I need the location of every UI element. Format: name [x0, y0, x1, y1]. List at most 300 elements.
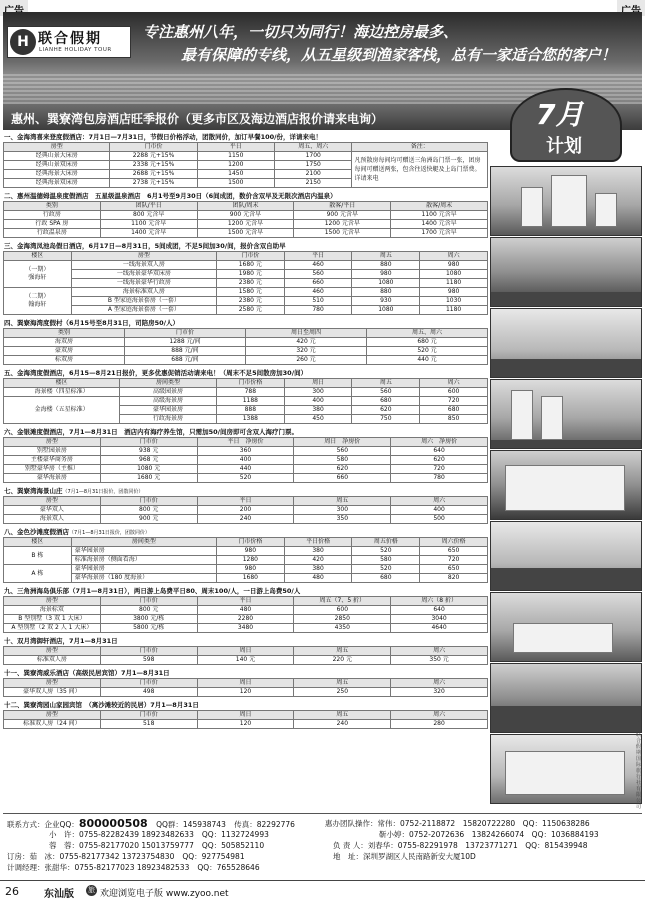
- table-cell: 720: [391, 465, 488, 474]
- table-cell: 豪华园景房: [120, 406, 217, 415]
- hotel-photo: [490, 450, 642, 520]
- table-cell: 788: [216, 388, 284, 397]
- section-title-note: （7月1—8月31日报价，团散同价）: [62, 489, 144, 495]
- table-cell: 行政 SPA 房: [4, 220, 101, 229]
- table-cell: 450: [284, 415, 352, 424]
- table-cell: 240: [294, 720, 391, 729]
- table-cell: 高级海景房: [120, 397, 217, 406]
- table-header: 周六: [391, 647, 488, 656]
- hotel-section-7: [3, 484, 488, 524]
- table-cell: 320 元: [246, 347, 367, 356]
- table-header: 周五: [352, 252, 420, 261]
- table-header: 周六 净房价: [391, 438, 488, 447]
- price-table: [3, 596, 488, 633]
- table-cell: 880: [352, 288, 420, 297]
- table-header: 周五: [352, 379, 420, 388]
- table-header: 类别: [4, 329, 125, 338]
- price-table: [3, 646, 488, 665]
- building-cell: B 栋: [4, 547, 72, 565]
- hotel-section-2: [3, 189, 488, 238]
- table-header: 平日价格: [284, 538, 352, 547]
- table-cell: 620: [391, 456, 488, 465]
- contact-row-right: 负 责 人：刘春华：0755-82291978 13723771271 QQ：815439948: [333, 841, 588, 850]
- table-cell: 720: [420, 397, 488, 406]
- table-cell: 400: [391, 506, 488, 515]
- table-cell: 980: [216, 547, 284, 556]
- price-table: [3, 678, 488, 697]
- logo-name: 联合假期: [38, 31, 102, 47]
- table-cell: 3800 元/栋: [100, 615, 197, 624]
- table-cell: 豪华园景房: [71, 547, 216, 556]
- table-cell: 豪华双人: [4, 506, 101, 515]
- table-cell: 500: [391, 515, 488, 524]
- table-cell: 2288 元+15%: [110, 152, 197, 161]
- table-cell: 400: [284, 397, 352, 406]
- page-footer: [0, 880, 645, 900]
- table-header: 楼区: [4, 379, 120, 388]
- table-cell: 1200: [197, 161, 274, 170]
- table-cell: 经典海景大床房: [4, 170, 110, 179]
- table-cell: 一线海景豪华双床房: [71, 270, 216, 279]
- hotel-section-12: [3, 698, 488, 729]
- table-header: 周六（8 折）: [391, 597, 488, 606]
- table-cell: 480: [197, 606, 294, 615]
- table-cell: 1700: [275, 152, 352, 161]
- table-cell: 520 元: [367, 347, 488, 356]
- hotel-photo: [490, 592, 642, 662]
- section-title: 三、金海湾凤池岛假日酒店，6月17日—8月31日，5间成团，不足5间加30/间，报价含双自助早: [4, 242, 286, 250]
- hotel-section-6: [3, 425, 488, 483]
- table-header: 房型: [4, 438, 101, 447]
- table-header: 门市价: [110, 143, 197, 152]
- table-header: 周六: [391, 679, 488, 688]
- hotel-photo: [490, 379, 642, 449]
- table-header: 房间类型: [120, 379, 217, 388]
- price-table: [3, 496, 488, 524]
- table-cell: 经典山景大床房: [4, 152, 110, 161]
- table-cell: 598: [100, 656, 197, 665]
- table-cell: B 型家庭海景套房（一套）: [71, 297, 216, 306]
- table-header: 周六: [420, 252, 488, 261]
- section-title: 四、巽寮海湾度假村（6月15号至8月31日，司陪房50/人）: [4, 319, 180, 327]
- table-cell: 4350: [294, 624, 391, 633]
- table-cell: 2338 元+15%: [110, 161, 197, 170]
- table-cell: 经典海景双床房: [4, 179, 110, 188]
- table-cell: 980: [420, 261, 488, 270]
- hotel-photo: [490, 308, 642, 378]
- table-cell: 520: [352, 547, 420, 556]
- table-cell: 518: [100, 720, 197, 729]
- contact-phone: 订房：茹 冰：0755-82177342 13723754830: [7, 852, 175, 861]
- table-cell: 1180: [420, 279, 488, 288]
- table-cell: 420: [284, 556, 352, 565]
- table-header: 周五: [294, 711, 391, 720]
- table-cell: 2580 元: [216, 306, 284, 315]
- table-header: 门市价: [216, 252, 284, 261]
- table-header: 房型: [4, 143, 110, 152]
- table-header: 周六: [420, 379, 488, 388]
- section-title-text: 七、巽寮湾海景山庄: [4, 487, 63, 495]
- table-cell: 1680: [216, 574, 284, 583]
- contact-row-right: 地 址：深圳罗湖区人民南路新安大厦10D: [333, 852, 476, 861]
- table-cell: 海景标双: [4, 606, 101, 615]
- price-table: [3, 142, 488, 188]
- table-cell: A 型别墅（2 双 2 人 1 大床）: [4, 624, 101, 633]
- table-header: 房间类型: [71, 538, 216, 547]
- table-cell: 240: [197, 515, 294, 524]
- table-cell: 140 元: [197, 656, 294, 665]
- section-title: 九、三角洲海岛俱乐部（7月1—8月31日），两日游上岛费平日80、周末100/人，一日游上岛费50/人: [4, 587, 301, 595]
- table-cell: 1450: [197, 170, 274, 179]
- hotel-section-1: [3, 130, 488, 188]
- section-title: 一、金海湾喜来登度假酒店：7月1日—7月31日，节假日价格浮动，团散同价，加订早餐100/份，详请来电！: [4, 133, 323, 141]
- fax-number: 传真：82292776: [234, 820, 295, 829]
- table-cell: 2150: [275, 179, 352, 188]
- table-cell: 900 元含早: [294, 211, 391, 220]
- table-header: 散客/平日: [294, 202, 391, 211]
- contact-row: [49, 829, 269, 840]
- contact-qq: QQ：765528646: [197, 863, 260, 872]
- table-cell: 320: [391, 688, 488, 697]
- table-cell: 1200 元含早: [197, 220, 294, 229]
- contact-row: [7, 851, 245, 862]
- hotel-photo: [490, 166, 642, 236]
- table-cell: 968 元: [100, 456, 197, 465]
- hotel-section-5: [3, 366, 488, 424]
- building-cell: [4, 261, 72, 288]
- table-header: 门市价格: [216, 379, 284, 388]
- table-cell: 880: [352, 261, 420, 270]
- table-header: 门市价: [100, 597, 197, 606]
- table-cell: 1388: [216, 415, 284, 424]
- table-cell: 2100: [275, 170, 352, 179]
- table-header: 平日: [197, 497, 294, 506]
- table-cell: 580: [352, 556, 420, 565]
- section-title: 六、金银滩度假酒店，7月1—8月31日 酒店内有海疗养生馆，只需加50/间房即可含双人海疗门票。: [4, 428, 299, 436]
- contact-label: 联系方式：企业QQ：: [7, 820, 79, 829]
- logo: [7, 26, 131, 58]
- hotel-photo: [490, 663, 642, 733]
- table-cell: 620: [294, 465, 391, 474]
- table-cell: 1200 元含早: [294, 220, 391, 229]
- table-cell: 420 元: [246, 338, 367, 347]
- side-vertical-text: 前门联合假期国际旅行社有限公司: [636, 720, 642, 810]
- table-cell: 460: [284, 261, 352, 270]
- hotel-photo: [490, 521, 642, 591]
- edition-label: 东汕版: [44, 889, 74, 900]
- table-cell: 1188: [216, 397, 284, 406]
- table-cell: 660: [284, 279, 352, 288]
- table-cell: 120: [197, 720, 294, 729]
- table-header: 门市价: [100, 438, 197, 447]
- table-cell: 行政海景房: [120, 415, 217, 424]
- table-cell: 主楼豪华商务房: [4, 456, 101, 465]
- table-cell: 2688 元+15%: [110, 170, 197, 179]
- table-cell: 560: [352, 388, 420, 397]
- remark-note: 凡预散房每间均可赠送三角洲岛门票一张，团房每间可赠送两张，包含往返快艇及上岛门票费。详请来电: [352, 152, 488, 188]
- table-cell: 2380 元: [216, 279, 284, 288]
- price-table: [3, 201, 488, 238]
- table-cell: 2280: [197, 615, 294, 624]
- table-cell: 440 元: [367, 356, 488, 365]
- table-cell: 经典山景双床房: [4, 161, 110, 170]
- table-cell: 688 元/间: [125, 356, 246, 365]
- table-header: 周六: [391, 711, 488, 720]
- table-cell: 220 元: [294, 656, 391, 665]
- contact-qq: QQ：1132724993: [201, 830, 269, 839]
- table-cell: 1080: [352, 279, 420, 288]
- table-cell: 930: [352, 297, 420, 306]
- hotel-section-9: [3, 584, 488, 633]
- table-cell: 680: [352, 397, 420, 406]
- table-cell: 938 元: [100, 447, 197, 456]
- table-cell: 1180: [420, 306, 488, 315]
- table-cell: 3480: [197, 624, 294, 633]
- table-cell: 660: [294, 474, 391, 483]
- qq-group: QQ群：145938743: [156, 820, 226, 829]
- contact-info: [3, 813, 642, 878]
- table-cell: 1750: [275, 161, 352, 170]
- banner-subtitle: 惠州、巽寮湾包房酒店旺季报价（更多市区及海边酒店报价请来电询）: [11, 112, 384, 126]
- table-header: 房型: [4, 497, 101, 506]
- table-header: 周日 净房价: [294, 438, 391, 447]
- table-cell: 460: [284, 288, 352, 297]
- table-cell: 300: [294, 506, 391, 515]
- price-table: [3, 378, 488, 424]
- price-table: [3, 710, 488, 729]
- table-cell: 1400 元含早: [100, 229, 197, 238]
- table-cell: 520: [352, 565, 420, 574]
- contact-row: [7, 862, 260, 873]
- price-table: [3, 437, 488, 483]
- table-cell: 680: [352, 574, 420, 583]
- slogan-line-1: 专注惠州八年，一切只为同行！海边控房最多、: [143, 23, 459, 41]
- contact-qq: QQ：927754981: [182, 852, 245, 861]
- table-cell: 750: [352, 415, 420, 424]
- table-header: 周五: [294, 647, 391, 656]
- table-cell: 900 元: [100, 515, 197, 524]
- table-cell: 别墅园景房: [4, 447, 101, 456]
- table-cell: 800 元: [100, 606, 197, 615]
- contact-row: [49, 840, 264, 851]
- website-link[interactable]: 欢迎浏览电子版 www.zyoo.net: [100, 889, 229, 899]
- table-header: 类别: [4, 202, 101, 211]
- table-cell: 海双房: [4, 338, 125, 347]
- table-cell: 2850: [294, 615, 391, 624]
- table-header: 团队/周末: [197, 202, 294, 211]
- page-number: 26: [5, 885, 19, 898]
- table-cell: 780: [284, 306, 352, 315]
- section-title: 十一、巽寮湾威乐酒店（高级民居宾馆）7月1—8月31日: [4, 669, 170, 677]
- table-cell: 2738 元+15%: [110, 179, 197, 188]
- month-label: 7月: [536, 98, 584, 131]
- table-cell: 780: [391, 474, 488, 483]
- table-cell: 1150: [197, 152, 274, 161]
- table-header: 周日: [197, 711, 294, 720]
- table-cell: 1580 元: [216, 288, 284, 297]
- travel-icon: 旅: [88, 886, 95, 894]
- table-cell: 498: [100, 688, 197, 697]
- table-cell: 1080 元: [100, 465, 197, 474]
- price-table: [3, 251, 488, 315]
- table-cell: 高级园景房: [120, 388, 217, 397]
- table-cell: 480: [284, 574, 352, 583]
- section-title: 十二、巽寮湾园山家园宾馆 （离沙滩较近的民居）7月1—8月31日: [4, 701, 199, 709]
- table-cell: 1680 元: [216, 261, 284, 270]
- table-cell: 1100 元含早: [391, 211, 488, 220]
- table-header: 门市价: [100, 497, 197, 506]
- table-cell: 650: [420, 565, 488, 574]
- table-cell: 980: [420, 288, 488, 297]
- table-cell: 1980 元: [216, 270, 284, 279]
- table-cell: 640: [391, 606, 488, 615]
- table-cell: 标双房: [4, 356, 125, 365]
- building-cell: A 栋: [4, 565, 72, 583]
- section-title: [3, 525, 488, 537]
- table-cell: 1080: [420, 270, 488, 279]
- table-cell: 520: [197, 474, 294, 483]
- table-cell: 380: [284, 547, 352, 556]
- table-cell: B 型别墅（3 双 1 大床）: [4, 615, 101, 624]
- table-cell: 800 元含早: [100, 211, 197, 220]
- table-header: 门市价格: [216, 538, 284, 547]
- table-header: 门市价: [125, 329, 246, 338]
- table-cell: 850: [420, 415, 488, 424]
- table-cell: 380: [284, 565, 352, 574]
- table-cell: 豪华双人房（35 间）: [4, 688, 101, 697]
- price-table: [3, 537, 488, 583]
- hotel-section-10: [3, 634, 488, 665]
- section-title-note: （7月1—8月31日报价，团散同价）: [69, 530, 150, 536]
- table-cell: 380: [284, 406, 352, 415]
- table-header: 门市价: [100, 711, 197, 720]
- table-cell: 别墅豪华房（主推）: [4, 465, 101, 474]
- table-cell: 1680 元: [100, 474, 197, 483]
- hotel-section-4: [3, 316, 488, 365]
- table-header: 周五（7、5 折）: [294, 597, 391, 606]
- logo-icon: H: [10, 29, 36, 55]
- table-header: 备注：: [352, 143, 488, 152]
- table-header: 周日: [197, 647, 294, 656]
- table-cell: 350 元: [391, 656, 488, 665]
- hotel-photo: [490, 237, 642, 307]
- table-header: 楼区: [4, 252, 72, 261]
- table-header: 平日: [197, 143, 274, 152]
- table-cell: 400: [197, 456, 294, 465]
- table-cell: 888 元/间: [125, 347, 246, 356]
- table-cell: 620: [352, 406, 420, 415]
- building-name: 翰海轩: [28, 301, 47, 308]
- table-cell: 1700 元含早: [391, 229, 488, 238]
- table-cell: 350: [294, 515, 391, 524]
- table-cell: 720: [420, 556, 488, 565]
- table-cell: 560: [284, 270, 352, 279]
- table-cell: 680 元: [367, 338, 488, 347]
- table-header: 房型: [4, 647, 101, 656]
- table-header: 房型: [4, 711, 101, 720]
- table-cell: 980: [352, 270, 420, 279]
- price-table: [3, 328, 488, 365]
- table-cell: 440: [197, 465, 294, 474]
- slogan-line-2: 最有保障的专线，从五星级到渔家客栈，总有一家适合您的客户！: [181, 46, 617, 64]
- month-plan-badge: [510, 88, 622, 162]
- table-cell: 820: [420, 574, 488, 583]
- table-cell: 海景标准双人房: [71, 288, 216, 297]
- table-cell: 200: [197, 506, 294, 515]
- table-header: 房型: [71, 252, 216, 261]
- table-header: 房型: [4, 679, 101, 688]
- building-cell: 金海楼（五星标准）: [4, 397, 120, 424]
- hotel-section-11: [3, 666, 488, 697]
- building-name: 强海轩: [28, 274, 47, 281]
- building-cell: 海景楼（四星标准）: [4, 388, 120, 397]
- table-cell: 1030: [420, 297, 488, 306]
- table-cell: 600: [294, 606, 391, 615]
- table-cell: 260 元: [246, 356, 367, 365]
- table-header: 周六价格: [420, 538, 488, 547]
- table-cell: 560: [294, 447, 391, 456]
- contact-phone: 小 许：0755-82282439 18923482633: [49, 830, 194, 839]
- table-cell: 1500 元含早: [197, 229, 294, 238]
- table-cell: 120: [197, 688, 294, 697]
- table-header: 平日: [197, 597, 294, 606]
- table-cell: 600: [420, 388, 488, 397]
- hotel-photo: [490, 734, 642, 804]
- table-cell: 1100 元含早: [100, 220, 197, 229]
- table-cell: 3040: [391, 615, 488, 624]
- table-header: 周五价格: [352, 538, 420, 547]
- table-cell: 360: [197, 447, 294, 456]
- table-cell: 250: [294, 688, 391, 697]
- table-cell: 1288 元/间: [125, 338, 246, 347]
- section-title: 二、惠州温德姆温泉度假酒店 五星级温泉酒店 6月1号至9月30日（6间成团，数价含双早及无限次酒店内温泉）: [4, 192, 337, 200]
- table-cell: 650: [420, 547, 488, 556]
- table-cell: 海景双人: [4, 515, 101, 524]
- contact-qq: QQ：505852110: [201, 841, 265, 850]
- table-cell: 5800 元/栋: [100, 624, 197, 633]
- section-title-text: 八、金色沙滩度假酒店: [4, 528, 69, 536]
- table-cell: 300: [284, 388, 352, 397]
- table-header: 房型: [4, 597, 101, 606]
- section-title: 十、双月湾御轩酒店，7月1—8月31日: [4, 637, 118, 645]
- section-title: 五、金海湾度假酒店，6月15—8月21日报价，更多优惠促销活动请来电！（周末不足5间散房加30/间）: [4, 369, 308, 377]
- table-cell: A 型家庭海景套房（一套）: [71, 306, 216, 315]
- table-cell: 888: [216, 406, 284, 415]
- table-cell: 标准双人房（24 间）: [4, 720, 101, 729]
- table-header: 门市价: [100, 679, 197, 688]
- table-cell: 豪华园景房: [71, 565, 216, 574]
- table-cell: 900 元含早: [197, 211, 294, 220]
- table-cell: 510: [284, 297, 352, 306]
- building-phase: （二期）: [25, 293, 50, 300]
- table-header: 门市价: [100, 647, 197, 656]
- building-phase: （一期）: [25, 266, 50, 273]
- table-header: 团队/平日: [100, 202, 197, 211]
- table-header: 周五、周六: [275, 143, 352, 152]
- table-cell: 1280: [216, 556, 284, 565]
- plan-label: 计划: [546, 136, 582, 157]
- table-header: 周日至周四: [246, 329, 367, 338]
- contact-phone: 蓉 蓉：0755-82177020 15013759777: [49, 841, 194, 850]
- table-header: 楼区: [4, 538, 72, 547]
- table-cell: 4640: [391, 624, 488, 633]
- table-cell: 一线海景豪华行政房: [71, 279, 216, 288]
- table-header: 散客/周末: [391, 202, 488, 211]
- table-header: 周五、周六: [367, 329, 488, 338]
- hotel-section-3: [3, 239, 488, 315]
- contact-phone: 计调经理：张甜华：0755-82177023 18923482533: [7, 863, 190, 872]
- table-cell: 一线海景双人房: [71, 261, 216, 270]
